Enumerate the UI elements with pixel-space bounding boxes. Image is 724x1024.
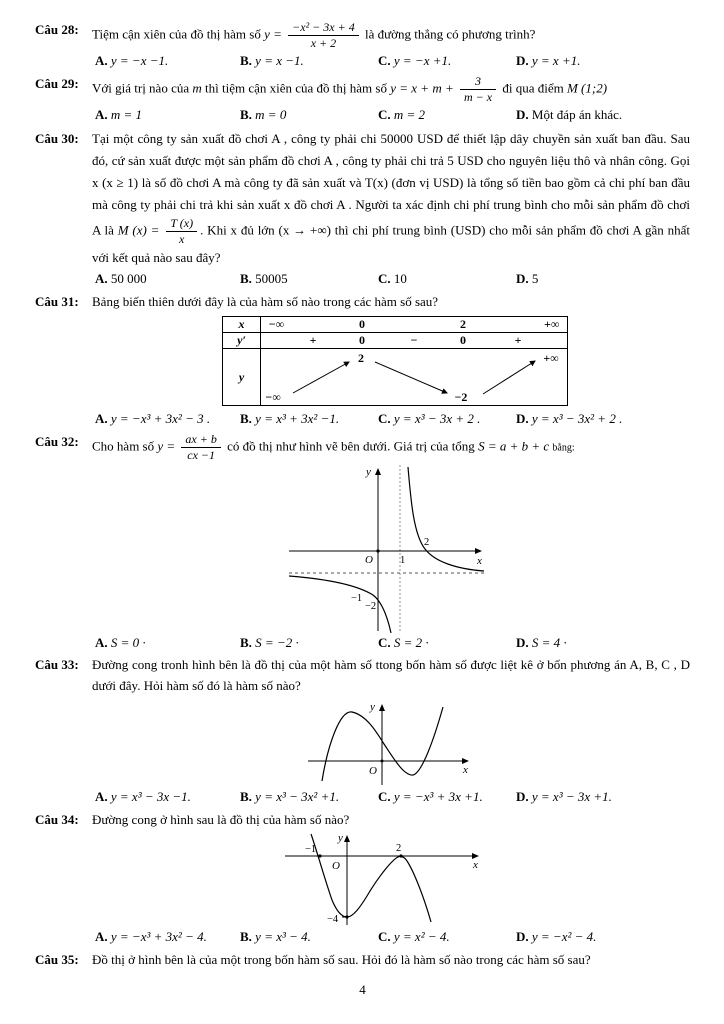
- answer-option: A. S = 0 ·: [95, 634, 146, 650]
- x-axis-label: x: [473, 858, 478, 871]
- question-29: [35, 74, 690, 125]
- cubic-graph-2: [280, 832, 490, 927]
- origin-dot: [376, 549, 379, 552]
- question-32-body: Cho hàm số y = $\frac{ax + b}{cx -1}$ có đồ thị như hình vẽ bên dưới. Giá trị của tổng S = a + b + c bằng:: [92, 431, 575, 462]
- question-31-label: Câu 31:: [35, 294, 79, 309]
- question-30-answers: [95, 270, 690, 289]
- question-32-formula-lead: y =: [157, 438, 176, 454]
- y-row-label: y: [223, 349, 261, 405]
- question-34-graph-container: [280, 832, 690, 927]
- question-30-formula-lead: M (x) =: [117, 222, 160, 238]
- answer-option: A. y = x³ − 3x −1.: [95, 789, 191, 805]
- question-29-answers: [95, 106, 690, 125]
- answer-option: C. S = 2 ·: [378, 634, 429, 650]
- variation-table-x-row: x −∞ 0 2 +∞: [223, 317, 567, 333]
- variation-table-y-row: [223, 349, 567, 405]
- answer-option: A. y = −x −1.: [95, 53, 169, 68]
- question-30-text: Tại một công ty sản xuất đồ chơi A , công ty phải chi 50000 USD để thiết lập dây chuyền sản xuất ban đầu. Sau đó, cứ sản xuất được một sản phẩm đồ chơi A , công ty phải chi trả 5 USD cho nguyên liệu thô và nhân công. Gọi x (x ≥ 1) là số đồ chơi A mà công ty đã sản xuất và T(x) (đơn vị USD) là tổng số tiền bao gồm cả chi phí ban đầu mà công ty phải chi trả khi sản xuất x đồ chơi A . Người ta xác định chi phí trung bình cho mỗi sản phẩm đồ chơi A là: [92, 130, 690, 238]
- question-28-formula-lead: y =: [264, 26, 282, 42]
- answer-option: C. y = x² − 4.: [378, 928, 450, 944]
- question-29-point: M (1;2): [566, 80, 608, 96]
- answer-option: D. y = −x² − 4.: [516, 928, 597, 944]
- root-neg1-dot: [318, 854, 321, 857]
- answer-option: D. y = x³ − 3x² + 2 .: [516, 410, 623, 426]
- question-29-fraction: $\frac{3}{m - x}$: [460, 74, 496, 105]
- question-33: [35, 655, 690, 806]
- y-end-value: +∞: [543, 350, 559, 365]
- tick-neg4: −4: [327, 913, 339, 925]
- answer-option: A. m = 1: [95, 106, 143, 122]
- question-29-label: Câu 29:: [35, 75, 79, 91]
- tick-1: 1: [400, 554, 406, 566]
- cubic-graph-1: [300, 699, 480, 787]
- answer-option: B. y = x³ − 4.: [240, 928, 311, 944]
- answer-option: B. y = x −1.: [240, 53, 304, 68]
- y-axis-label: y: [366, 465, 371, 478]
- y-start-value: −∞: [265, 389, 281, 404]
- question-28-label: Câu 28:: [35, 22, 79, 37]
- answer-option: D. 5: [516, 271, 539, 287]
- question-28-text: Tiệm cận xiên của đồ thị hàm số: [92, 26, 261, 42]
- page-number: 4: [359, 982, 366, 998]
- variation-table-dy-row: y′ + 0 − 0 +: [223, 333, 567, 349]
- y-max-value: 2: [358, 350, 364, 365]
- curve-right-branch: [408, 467, 484, 571]
- y-min-value: −2: [454, 389, 468, 404]
- tick-2: 2: [396, 842, 402, 854]
- root-2-dot: [399, 854, 402, 857]
- question-29-text: Với giá trị nào của: [92, 80, 190, 96]
- question-35-text: Đồ thị ở hình bên là của một trong bốn hàm số sau. Hỏi đó là hàm số nào trong các hàm số sau?: [92, 951, 591, 967]
- question-32-sum-formula: S = a + b + c: [478, 438, 550, 454]
- answer-option: A. y = −x³ + 3x² − 3 .: [95, 410, 211, 426]
- question-28-text-post: là đường thẳng có phương trình?: [364, 26, 536, 42]
- answer-option: C. 10: [378, 271, 407, 287]
- question-32-answers: [95, 634, 690, 653]
- question-30: [35, 128, 690, 289]
- y-axis-label: y: [338, 831, 343, 844]
- tick-neg1: −1: [305, 843, 317, 855]
- answer-option: B. y = x³ − 3x² +1.: [240, 789, 340, 805]
- origin-dot: [381, 760, 384, 763]
- answer-option: D. S = 4 ·: [516, 634, 567, 650]
- question-31-text: Bảng biến thiên dưới đây là của hàm số nào trong các hàm số sau?: [92, 294, 439, 309]
- origin-label: O: [365, 553, 373, 566]
- answer-option: C. y = −x +1.: [378, 53, 452, 68]
- answer-option: D. Một đáp án khác.: [516, 106, 623, 122]
- question-35: [35, 950, 690, 971]
- origin-label: O: [369, 765, 377, 778]
- question-31: [35, 292, 690, 429]
- question-33-label: Câu 33:: [35, 657, 79, 673]
- question-30-text-post: . Khi x đủ lớn (x → +∞) thì chi phí trung bình (USD) cho mỗi sản phẩm đồ chơi A gần nhất với kết quả nào sau đây?: [92, 222, 691, 266]
- x-row-label: x: [223, 317, 261, 332]
- question-34-answers: [95, 928, 690, 947]
- answer-option: A. 50 000: [95, 271, 147, 287]
- origin-label: O: [332, 859, 340, 872]
- answer-option: A. y = −x³ + 3x² − 4.: [95, 928, 207, 944]
- question-33-text: Đường cong tronh hình bên là đồ thị của một hàm số ttong bốn hàm số được liệt kê ở bốn phương án A, B, C , D dưới đây. Hỏi hàm số đó là hàm số nào?: [92, 657, 690, 694]
- answer-option: D. y = x +1.: [516, 53, 581, 68]
- tick-2: 2: [424, 536, 430, 548]
- dy-row-label: y′: [223, 333, 261, 348]
- question-32-note: bằng:: [552, 442, 575, 454]
- question-32: [35, 432, 690, 653]
- answer-option: D. y = x³ − 3x +1.: [516, 789, 612, 805]
- question-28: [35, 20, 690, 71]
- question-31-answers: [95, 410, 690, 429]
- answer-option: B. S = −2 ·: [240, 634, 299, 650]
- hyperbola-graph: [287, 463, 487, 633]
- x-axis-label: x: [463, 764, 468, 777]
- question-32-fraction: $\frac{ax + b}{cx -1}$: [181, 432, 220, 463]
- cubic-curve: [311, 831, 431, 922]
- question-28-answers: [95, 52, 690, 71]
- answer-option: B. m = 0: [240, 106, 287, 122]
- question-29-formula-lead: y = x + m +: [390, 80, 454, 96]
- y-axis-label: y: [370, 701, 375, 714]
- variation-table: [222, 316, 568, 406]
- question-34: [35, 810, 690, 947]
- question-28-body: [92, 20, 690, 51]
- x-axis-label: x: [477, 554, 482, 567]
- question-34-label: Câu 34:: [35, 811, 79, 827]
- answer-option: B. 50005: [240, 271, 288, 287]
- tick-neg1: −1: [351, 592, 363, 604]
- answer-option: C. y = −x³ + 3x +1.: [378, 789, 483, 805]
- question-33-graph-container: [300, 699, 690, 787]
- question-32-graph-container: [287, 463, 690, 633]
- question-32-label: Câu 32:: [35, 433, 79, 449]
- question-30-label: Câu 30:: [35, 130, 79, 146]
- answer-option: C. m = 2: [378, 106, 426, 122]
- answer-option: B. y = x³ + 3x² −1.: [240, 410, 340, 426]
- question-30-fraction: $\frac{T (x)}{x}$: [166, 216, 197, 247]
- question-34-text: Đường cong ở hình sau là đồ thị của hàm số nào?: [92, 811, 350, 827]
- question-32-text: Cho hàm số: [92, 438, 155, 454]
- variation-arrows: [261, 349, 567, 405]
- question-30-body: [92, 128, 690, 269]
- question-33-answers: [95, 788, 690, 807]
- question-28-fraction: $\frac{\text{−x² − 3x + 4}}{x + 2}$: [288, 20, 359, 51]
- question-35-label: Câu 35:: [35, 951, 79, 967]
- answer-option: C. y = x³ − 3x + 2 .: [378, 410, 481, 426]
- tick-neg2: −2: [365, 600, 377, 612]
- question-29-body: Với giá trị nào của m thì tiệm cận xiên của đồ thị hàm số y = x + m + $\frac{3}{m - x}$ đi qua điểm M (1;2): [92, 73, 608, 104]
